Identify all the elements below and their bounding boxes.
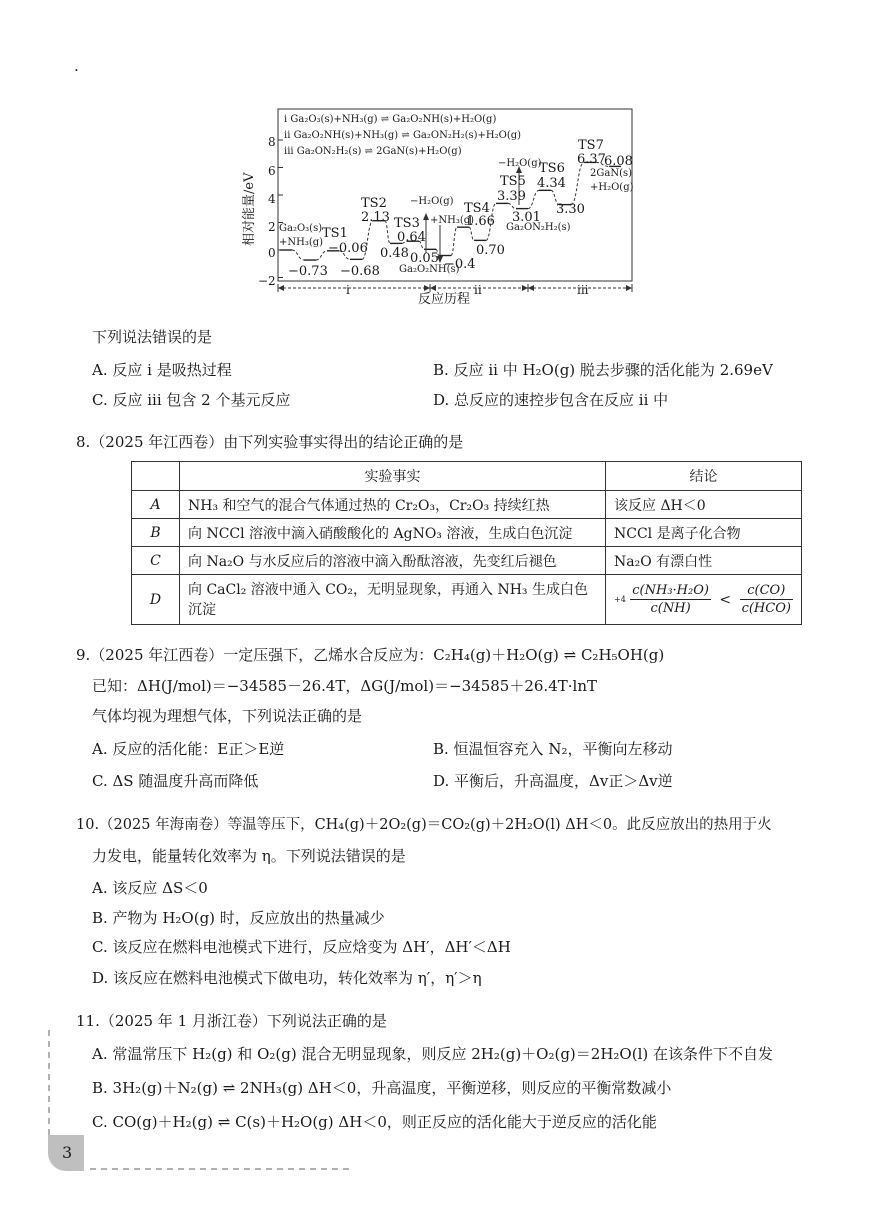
q9-stem: 9.（2025 年江西卷）一定压强下，乙烯水合反应为：C₂H₄(g)＋H₂O(g) ⇌ C₂H₅OH(g) <box>76 646 665 664</box>
ytick-2: 2 <box>268 220 276 234</box>
species-start-1: Ga₂O₃(s) <box>279 223 323 234</box>
row-conclusion <box>606 575 802 625</box>
value-int4: 0.70 <box>476 243 505 258</box>
value-ts2: 2.13 <box>361 210 390 225</box>
table-row <box>132 575 802 625</box>
row-key: A <box>132 491 180 519</box>
energy-connector <box>316 251 327 260</box>
table-row <box>132 519 802 547</box>
ytick-0: 0 <box>268 246 276 260</box>
q8-table <box>131 461 802 625</box>
q9-note: 气体均视为理想气体，下列说法正确的是 <box>92 707 363 725</box>
value-int5: 3.01 <box>512 210 541 225</box>
ytick-4: 4 <box>268 192 276 206</box>
value-ts3: 0.64 <box>397 230 426 245</box>
species-end-2: +H₂O(g) <box>590 182 634 193</box>
chart-ylabel: 相对能量/eV <box>242 172 257 246</box>
row-fact: 向 NCCl 溶液中滴入硝酸酸化的 AgNO₃ 溶液，生成白色沉淀 <box>180 519 606 547</box>
fraction-2 <box>740 582 793 617</box>
annotation-h2o-1: −H₂O(g) <box>410 196 454 207</box>
energy-connector <box>292 250 304 260</box>
value-int3: −0.4 <box>444 257 476 272</box>
value-ts6: 4.34 <box>537 176 566 191</box>
ytick-8: 8 <box>268 135 276 149</box>
q7-stem: 下列说法错误的是 <box>92 328 213 346</box>
row-conclusion: NCCl 是离子化合物 <box>606 519 802 547</box>
value-ts5: 3.39 <box>497 189 526 204</box>
comparison-sign: < <box>719 591 732 608</box>
fraction-1-numerator: c(NH₃·H₂O) <box>632 583 709 598</box>
table-header-row <box>132 462 802 491</box>
q11-stem: 11.（2025 年 1 月浙江卷）下列说法正确的是 <box>76 1012 387 1030</box>
q11-option-b[interactable]: B. 3H₂(g)＋N₂(g) ⇌ 2NH₃(g) ΔH＜0，升高温度，平衡逆移，则反应的平衡常数减小 <box>92 1079 672 1097</box>
q7-option-b[interactable]: B. 反应 ii 中 H₂O(g) 脱去步骤的活化能为 2.69eV <box>433 361 773 379</box>
segment-iii: iii <box>577 283 589 297</box>
q10-option-d[interactable]: D. 该反应在燃料电池模式下做电功，转化效率为 η′，η′＞η <box>92 969 482 987</box>
superscript-mark: +4 <box>614 595 626 604</box>
q7-option-a[interactable]: A. 反应 i 是吸热过程 <box>92 361 232 379</box>
row-key: D <box>132 575 180 625</box>
value-end: 6.08 <box>604 154 633 169</box>
header-blank <box>132 462 180 491</box>
page-dot: . <box>74 57 79 75</box>
y-ticks <box>278 140 283 278</box>
fraction-2-denominator: c(HCO) <box>741 601 791 616</box>
q9-option-d[interactable]: D. 平衡后，升高温度，Δv正＞Δv逆 <box>433 772 673 790</box>
row-conclusion: Na₂O 有漂白性 <box>606 547 802 575</box>
q10-option-b[interactable]: B. 产物为 H₂O(g) 时，反应放出的热量减少 <box>92 909 385 927</box>
q7-option-d[interactable]: D. 总反应的速控步包含在反应 ii 中 <box>433 391 669 409</box>
species-ga2o2nh: Ga₂O₂NH(s) <box>399 264 460 275</box>
q9-option-c[interactable]: C. ΔS 随温度升高而降低 <box>92 772 259 790</box>
header-conclusion: 结论 <box>606 462 802 491</box>
row-fact: NH₃ 和空气的混合气体通过热的 Cr₂O₃，Cr₂O₃ 持续红热 <box>180 491 606 519</box>
table-row <box>132 491 802 519</box>
value-int1: 0.48 <box>380 246 409 261</box>
species-ga2on2h2: Ga₂ON₂H₂(s) <box>506 222 571 233</box>
species-start-2: +NH₃(g) <box>279 237 324 248</box>
ytick-6: 6 <box>268 164 276 178</box>
q10-option-c[interactable]: C. 该反应在燃料电池模式下进行，反应焓变为 ΔH′，ΔH′＜ΔH <box>92 938 511 956</box>
q9-option-b[interactable]: B. 恒温恒容充入 N₂，平衡向左移动 <box>433 740 673 758</box>
q7-option-c[interactable]: C. 反应 iii 包含 2 个基元反应 <box>92 391 291 409</box>
q10-option-a[interactable]: A. 该反应 ΔS＜0 <box>92 879 208 897</box>
q9-known: 已知：ΔH(J/mol)＝−34585－26.4T，ΔG(J/mol)＝−34585＋26.4T·lnT <box>92 677 597 695</box>
row-key: B <box>132 519 180 547</box>
value-min2: −0.68 <box>340 264 380 279</box>
q11-option-c[interactable]: C. CO(g)＋H₂(g) ⇌ C(s)＋H₂O(g) ΔH＜0，则正反应的活化能大于逆反应的活化能 <box>92 1113 657 1131</box>
q10-stem: 10.（2025 年海南卷）等温等压下，CH₄(g)＋2O₂(g)＝CO₂(g)＋2H₂O(l) ΔH＜0。此反应放出的热用于火 <box>76 817 772 833</box>
ts1-label: TS1 <box>322 226 348 241</box>
q8-stem: 8.（2025 年江西卷）由下列实验事实得出的结论正确的是 <box>76 433 464 451</box>
chart-xlabel: 反应历程 <box>418 292 471 307</box>
q11-option-a[interactable]: A. 常温常压下 H₂(g) 和 O₂(g) 混合无明显现象，则反应 2H₂(g)＋O₂(g)＝2H₂O(l) 在该条件下不自发 <box>92 1045 773 1063</box>
q9-option-a[interactable]: A. 反应的活化能：E正＞E逆 <box>92 740 285 758</box>
value-int2: 0.05 <box>410 251 439 266</box>
annotation-nh3: +NH₃(g) <box>430 215 475 226</box>
row-fact: 向 Na₂O 与水反应后的溶液中滴入酚酞溶液，先变红后褪色 <box>180 547 606 575</box>
ts7-label: TS7 <box>578 138 604 153</box>
fraction-1 <box>630 582 711 617</box>
ts2-label: TS2 <box>361 196 387 211</box>
segment-ii: ii <box>474 283 482 297</box>
annotation-h2o-2: −H₂O(g) <box>498 158 542 169</box>
value-ts1: −0.06 <box>328 241 368 256</box>
equation-i: i Ga₂O₃(s)+NH₃(g) ⇌ Ga₂O₂NH(s)+H₂O(g) <box>284 114 497 125</box>
equation-ii: ii Ga₂O₂NH(s)+NH₃(g) ⇌ Ga₂ON₂H₂(s)+H₂O(g) <box>284 130 522 141</box>
value-min1: −0.73 <box>288 264 328 279</box>
fraction-1-denominator: c(NH) <box>650 601 691 616</box>
row-conclusion: 该反应 ΔH＜0 <box>606 491 802 519</box>
fraction-2-numerator: c(CO) <box>740 582 793 600</box>
q10-stem-2: 力发电，能量转化效率为 η。下列说法错误的是 <box>92 847 406 865</box>
row-key: C <box>132 547 180 575</box>
page-number: 3 <box>62 1143 73 1162</box>
equation-iii: iii Ga₂ON₂H₂(s) ⇌ 2GaN(s)+H₂O(g) <box>284 146 462 157</box>
energy-connector <box>451 227 457 255</box>
ts5-label: TS5 <box>500 174 526 189</box>
segment-i: i <box>346 283 350 297</box>
row-fact: 向 CaCl₂ 溶液中通入 CO₂，无明显现象，再通入 NH₃ 生成白色沉淀 <box>180 575 606 625</box>
value-ts7: 6.37 <box>577 152 606 167</box>
value-ts4: 1.66 <box>466 214 495 229</box>
ytick-neg2: −2 <box>258 274 276 288</box>
page-border-decoration <box>40 1030 360 1180</box>
ts3-label: TS3 <box>394 216 420 231</box>
table-row <box>132 547 802 575</box>
species-end-1: 2GaN(s) <box>590 168 632 179</box>
ts4-label: TS4 <box>464 201 490 216</box>
ts6-label: TS6 <box>539 161 565 176</box>
header-fact: 实验事实 <box>180 462 606 491</box>
value-int6: 3.30 <box>556 202 585 217</box>
